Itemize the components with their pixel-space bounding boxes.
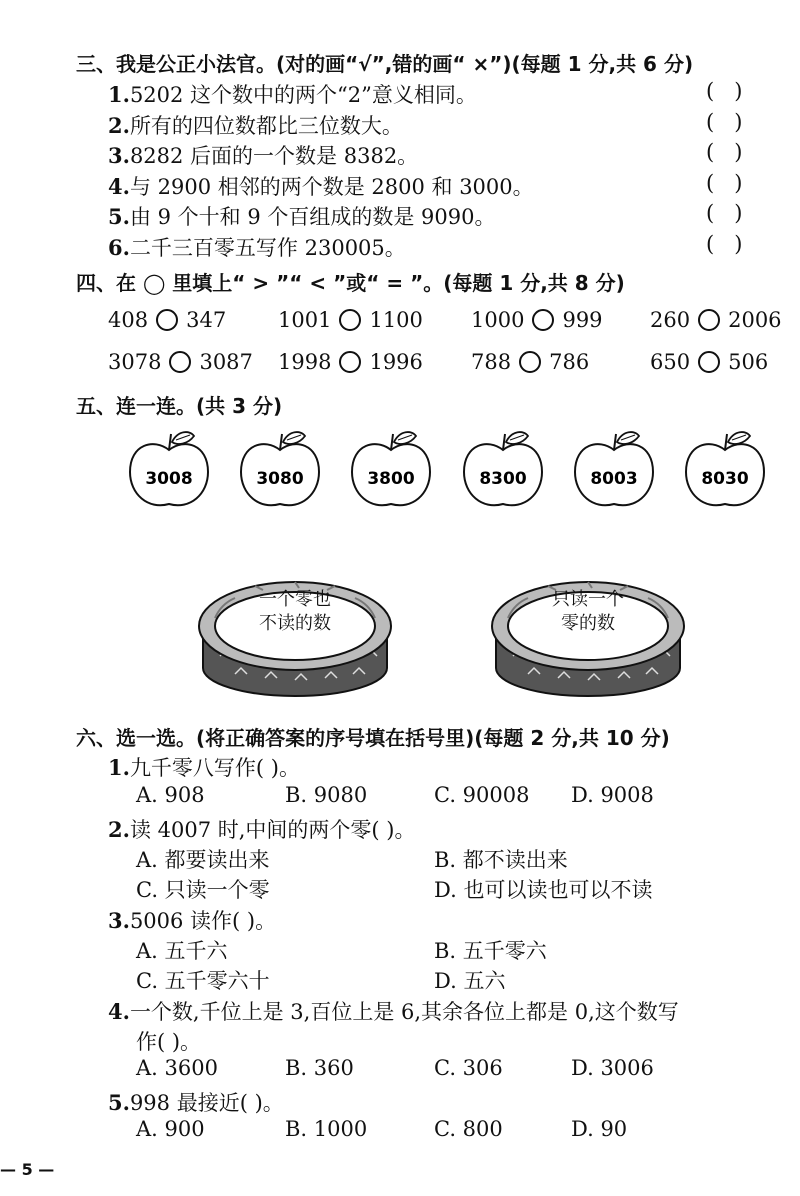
- apple-number: 8003: [590, 469, 638, 489]
- question-4-continued: 作( )。: [136, 1030, 202, 1054]
- statement-3: 3.8282 后面的一个数是 8382。: [108, 143, 419, 168]
- comparison-2: 1001 1100: [278, 308, 423, 332]
- q5-option-c: C. 800: [434, 1117, 503, 1141]
- compare-circle[interactable]: [169, 351, 191, 373]
- apple-number: 8300: [479, 469, 527, 489]
- q2-option-c: C. 只读一个零: [136, 878, 270, 902]
- q2-option-d: D. 也可以读也可以不读: [434, 878, 653, 902]
- answer-blank-2[interactable]: ( ): [706, 109, 743, 134]
- compare-circle[interactable]: [532, 309, 554, 331]
- answer-blank-6[interactable]: ( ): [706, 231, 743, 256]
- q5-option-b: B. 1000: [285, 1117, 368, 1141]
- compare-circle[interactable]: [519, 351, 541, 373]
- basket-1-label: 一个零也 不读的数: [259, 589, 331, 634]
- apple-icon: [124, 428, 214, 513]
- answer-blank-3[interactable]: ( ): [706, 140, 743, 164]
- apple-2[interactable]: [235, 428, 325, 517]
- statement-2: 2.所有的四位数都比三位数大。: [108, 112, 403, 138]
- apple-5[interactable]: [569, 428, 659, 517]
- apple-icon: [235, 428, 325, 513]
- apple-1[interactable]: [124, 428, 214, 517]
- comparison-6: 1998 1996: [278, 350, 423, 374]
- statement-6: 6.二千三百零五写作 230005。: [108, 234, 406, 260]
- section-6-heading: 六、选一选。(将正确答案的序号填在括号里)(每题 2 分,共 10 分): [76, 726, 670, 750]
- comparison-7: 788 786: [471, 350, 590, 374]
- section-4-heading: 四、在 ◯ 里填上“ > ”“ < ”或“ = ”。(每题 1 分,共 8 分): [76, 271, 625, 295]
- apple-icon: [680, 428, 770, 513]
- basket-2: [488, 560, 688, 700]
- q2-option-a: A. 都要读出来: [136, 848, 270, 872]
- comparison-1: 408 347: [108, 308, 227, 332]
- apple-icon: [346, 428, 436, 513]
- compare-circle[interactable]: [156, 309, 178, 331]
- compare-circle[interactable]: [698, 351, 720, 373]
- compare-circle[interactable]: [698, 309, 720, 331]
- question-4: 4.一个数,千位上是 3,百位上是 6,其余各位上都是 0,这个数写: [108, 999, 679, 1024]
- q1-option-c: C. 90008: [434, 783, 530, 807]
- compare-circle[interactable]: [339, 351, 361, 373]
- q5-option-a: A. 900: [136, 1117, 205, 1141]
- comparison-3: 1000 999: [471, 308, 603, 332]
- apple-icon: [458, 428, 548, 513]
- question-1: 1.九千零八写作( )。: [108, 755, 300, 780]
- statement-4: 4.与 2900 相邻的两个数是 2800 和 3000。: [108, 173, 534, 199]
- comparison-5: 3078 3087: [108, 350, 253, 374]
- question-2: 2.读 4007 时,中间的两个零( )。: [108, 817, 416, 842]
- apple-icon: [569, 428, 659, 513]
- statement-5: 5.由 9 个十和 9 个百组成的数是 9090。: [108, 204, 496, 229]
- q3-option-c: C. 五千零六十: [136, 969, 270, 993]
- question-3: 3.5006 读作( )。: [108, 908, 277, 933]
- answer-blank-1[interactable]: ( ): [706, 79, 743, 103]
- apple-number: 3008: [145, 469, 193, 489]
- apple-number: 3080: [256, 469, 304, 489]
- q3-option-b: B. 五千零六: [434, 939, 547, 963]
- comparison-4: 260 2006: [650, 308, 782, 332]
- q4-option-b: B. 360: [285, 1056, 354, 1080]
- comparison-8: 650 506: [650, 350, 769, 374]
- answer-blank-4[interactable]: ( ): [706, 170, 743, 195]
- q1-option-a: A. 908: [136, 783, 205, 807]
- q1-option-b: B. 9080: [285, 783, 368, 807]
- q3-option-d: D. 五六: [434, 969, 506, 993]
- q4-option-a: A. 3600: [136, 1056, 218, 1080]
- q5-option-d: D. 90: [571, 1117, 628, 1141]
- q4-option-c: C. 306: [434, 1056, 503, 1080]
- apple-number: 3800: [367, 469, 415, 489]
- q3-option-a: A. 五千六: [136, 939, 228, 963]
- basket-1: [195, 560, 395, 700]
- apple-6[interactable]: [680, 428, 770, 517]
- question-5: 5.998 最接近( )。: [108, 1090, 284, 1115]
- statement-1: 1.5202 这个数中的两个“2”意义相同。: [108, 82, 477, 107]
- q2-option-b: B. 都不读出来: [434, 848, 568, 872]
- q1-option-d: D. 9008: [571, 783, 654, 807]
- page-number: — 5 —: [0, 1160, 55, 1179]
- apple-3[interactable]: [346, 428, 436, 517]
- basket-2-label: 只读一个 零的数: [552, 589, 624, 634]
- q4-option-d: D. 3006: [571, 1056, 654, 1080]
- section-5-heading: 五、连一连。(共 3 分): [76, 394, 283, 418]
- compare-circle[interactable]: [339, 309, 361, 331]
- apple-number: 8030: [701, 469, 749, 489]
- answer-blank-5[interactable]: ( ): [706, 201, 743, 225]
- apple-4[interactable]: [458, 428, 548, 517]
- section-3-heading: 三、我是公正小法官。(对的画“√”,错的画“ ×”)(每题 1 分,共 6 分): [76, 52, 694, 76]
